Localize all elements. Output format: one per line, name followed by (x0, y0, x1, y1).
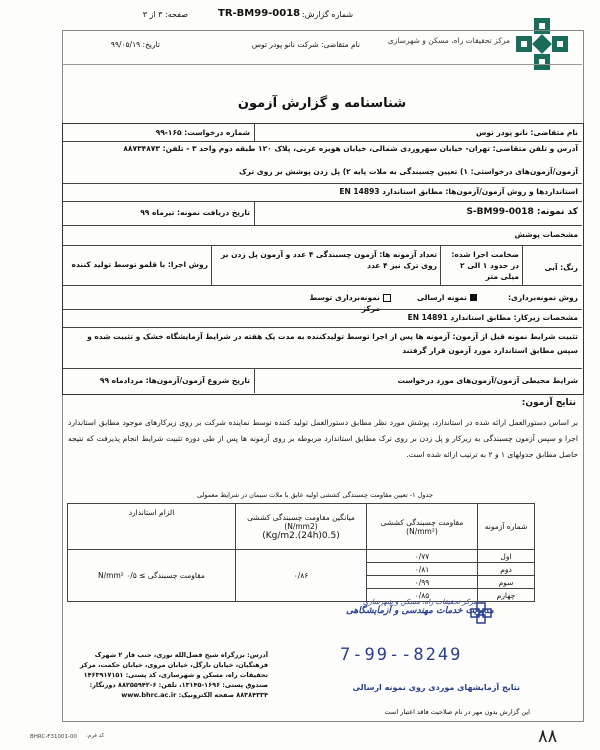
col-strength-unit: (N/mm²) (406, 526, 438, 536)
col-strength (367, 504, 478, 550)
row-value: ۰/۸۱ (367, 563, 478, 576)
organization-name: مرکز تحقیقات راه، مسکن و شهرسازی (387, 36, 510, 45)
row-value: ۰/۷۷ (367, 550, 478, 563)
sampling-option-sent-checkbox (470, 294, 477, 301)
col-sample-no: شماره آزمونه (478, 504, 535, 550)
sampling-option-sent: نمونه ارسالی (416, 293, 467, 302)
results-heading: نتایج آزمون: (521, 398, 576, 408)
coating-color: رنگ: آبی (544, 263, 578, 272)
row-label: چهارم (478, 589, 535, 602)
sample-count: تعداد آزمونه ها: آزمون چسبندگی ۴ عدد و آزمون پل زدن بر روی ترک نیز ۴ عدد (221, 250, 437, 270)
sampling-option-center: نمونه‌برداری توسط مرکز (309, 293, 380, 313)
row-label: اول (478, 550, 535, 563)
substrate-spec: مشخصات زیرکار: مطابق استاندارد EN 14891 (407, 313, 578, 322)
header-divider (62, 64, 582, 65)
sample-preparation: تثبیت شرایط نمونه قبل از آزمون: آزمونه ها پس از اجرا توسط تولیدکننده به مدت یک هفته در شرایط آزمایشگاه خشک و تثبیت شده و سپس مطابق استاندارد مورد آزمون قرار گرفتند (87, 332, 578, 355)
table-caption: جدول ۱- تعیین مقاومت چسبندگی کششی اولیه عایق با ملات سیمان در شرایط معمولی (197, 491, 433, 499)
page-number: صفحه: ۳ از ۳ (142, 10, 188, 19)
application-method: روش اجرا: با قلمو توسط تولید کننده (71, 260, 208, 269)
request-number: شماره درخواست: ۱۶۵-۹۹ (155, 128, 250, 137)
sampling-option-center-checkbox (383, 294, 391, 302)
stamp-line2: مرکز تحقیقات راه، مسکن و شهرسازی (363, 598, 477, 606)
mean-value: ۰/۸۶ (236, 550, 367, 602)
report-number: TR-BM99-0018 (218, 8, 301, 19)
environmental-conditions: شرایط محیطی آزمون/آزمون‌های مورد درخواست (397, 376, 578, 385)
header-client: نام متقاضی: شرکت نانو پودر توس (251, 40, 360, 49)
col-strength-label: مقاومت چسبندگی کششی (380, 517, 464, 527)
col-mean-unit1: (N/mm2) (284, 521, 318, 531)
footer-note-validity: این گزارش بدون مهر در نام صلاحیت فاقد اعتبار است (384, 708, 530, 716)
receipt-date: تاریخ دریافت نمونه: تیرماه ۹۹ (140, 208, 250, 217)
document-title: شناسنامه و گزارش آزمون (237, 96, 407, 111)
sample-code: کد نمونه: S-BM99-0018 (466, 207, 578, 217)
footer-note-results: نتایج آزمایشهای موردی روی نمونه ارسالی (352, 683, 520, 692)
form-code-label: کد فرم: (86, 733, 105, 739)
form-code: BHRC-F31001-00 (30, 734, 77, 740)
col-mean-label: میانگین مقاومت چسبندگی کششی (247, 512, 355, 522)
test-start-date: تاریخ شروع آزمون/آزمون‌ها: مردادماه ۹۹ (99, 376, 250, 385)
col-mean-unit2: (Kg/m2.(24h)0.5) (262, 530, 340, 541)
test-standards: استانداردها و روش آزمون/آزمون‌ها: مطابق استاندارد EN 14893 (339, 187, 578, 196)
row-label: سوم (478, 576, 535, 589)
sampling-method-label: روش نمونه‌برداری: (508, 293, 578, 302)
row-value: ۰/۹۹ (367, 576, 478, 589)
results-paragraph: بر اساس دستورالعمل ارائه شده در استاندارد، پوشش مورد نظر مطابق دستورالعمل تولید کننده توسط نماینده شرکت بر روی زیرکارهای موجود مطابق استاندارد اجرا و سپس آزمون چسبندگی به زیرکار و پل زدن بر روی ترک مطابق استاندارد مربوطه بر روی آزمونه ها پس از طی دوره تثبیت شرایط انجام پذیرفت که نتیجه حاصل مطابق جدولهای ۱ و ۲ به ترتیب ارائه شده است. (68, 418, 578, 459)
handwritten-code: 7-99--8249 (340, 645, 463, 665)
stamp-line1: مدیریت خدمات مهندسی و آزمایشگاهی (346, 606, 494, 616)
row-value: ۰/۸۵ (367, 589, 478, 602)
row-label: دوم (478, 563, 535, 576)
applicant-name: نام متقاضی: نانو پودر توس (475, 128, 578, 137)
applicant-address: آدرس و تلفن متقاضی: تهران- خیابان سهروردی شمالی، خیابان هویزه غربی، پلاک ۱۲۰ طبقه دوم واحد ۳ - تلفن: ۸۸۷۳۴۸۷۳ (123, 144, 578, 153)
coating-thickness: ضخامت اجرا شده: در حدود ۱ الی ۲ میلی متر (451, 250, 519, 281)
requested-tests: آزمون/آزمون‌های درخواستی: ۱) تعیین چسبندگی به ملات پایه ۲) پل زدن پوشش بر روی ترک (238, 167, 578, 176)
col-mean (236, 504, 367, 550)
col-requirement: الزام استاندارد (68, 504, 236, 550)
margin-mark: ۸۸ (538, 726, 558, 747)
report-date: تاریخ: ۹۹/۰۵/۱۹ (110, 40, 160, 49)
report-number-label: شماره گزارش: (302, 10, 354, 19)
coating-spec-heading: مشخصات پوشش (514, 230, 578, 239)
stamp-logo (470, 602, 492, 624)
results-table (67, 503, 535, 602)
standard-requirement: مقاومت چسبندگی ≥ ۰/۵ N/mm² (68, 550, 236, 602)
address-block: آدرس: بزرگراه شیخ فضل‌الله نوری، جنب فاز ۲ شهرک فرهنگیان، خیابان نارگل، خیابان مروی، خیابان حکمت، مرکز تحقیقات راه، مسکن و شهرسازی، کد پستی: ۱۴۶۳۹۱۷۱۵۱ صندوق پستی: ۱۶۹۶-۱۳۱۴۵، تلفن: ۶-۸۸۲۵۵۹۴۲ دورنگار: ۸۸۳۸۴۳۳۴ صفحه الکترونیک: www.bhrc.ac.ir (79, 651, 268, 699)
